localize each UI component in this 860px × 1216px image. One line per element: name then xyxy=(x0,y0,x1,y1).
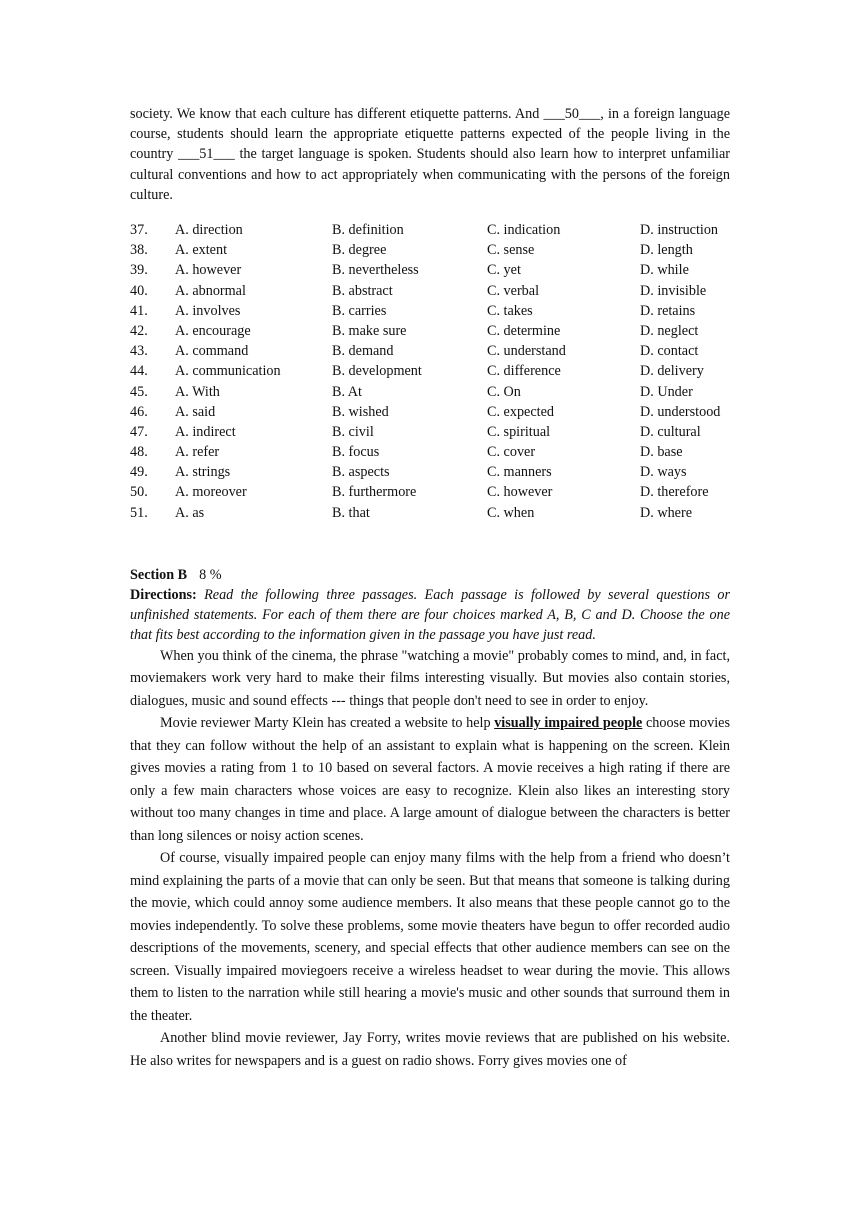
question-number: 50. xyxy=(130,484,148,501)
option-d: D. understood xyxy=(640,403,721,420)
option-c: C. yet xyxy=(487,262,521,279)
option-c: C. On xyxy=(487,383,521,400)
option-b: B. At xyxy=(332,383,362,400)
option-d: D. Under xyxy=(640,383,693,400)
option-row xyxy=(130,341,730,361)
option-d: D. ways xyxy=(640,464,687,481)
option-a: A. command xyxy=(175,343,249,360)
option-c: C. difference xyxy=(487,363,561,380)
option-row xyxy=(130,220,730,240)
intro-paragraph: society. We know that each culture has different etiquette patterns. And ___50___, in a foreign language course, students should learn the appropriate etiquette patterns expected of the people living in the country ___51___ the target language is spoken. Students should also learn how to interpret unfamiliar cultural conventions and how to act appropriately when communicating with the persons of the foreign culture. xyxy=(130,106,730,203)
option-b: B. definition xyxy=(332,222,404,239)
option-c: C. takes xyxy=(487,302,533,319)
passage-p2-start: Movie reviewer Marty Klein has created a website to help xyxy=(160,715,495,732)
question-number: 41. xyxy=(130,302,148,319)
option-b: B. civil xyxy=(332,423,374,440)
option-b: B. nevertheless xyxy=(332,262,419,279)
option-a: A. however xyxy=(175,262,242,279)
option-row xyxy=(130,321,730,341)
option-c: C. indication xyxy=(487,222,561,239)
option-row xyxy=(130,442,730,462)
option-c: C. determine xyxy=(487,322,561,339)
option-c: C. spiritual xyxy=(487,423,551,440)
option-b: B. make sure xyxy=(332,322,407,339)
option-c: C. manners xyxy=(487,464,552,481)
option-row xyxy=(130,422,730,442)
option-d: D. length xyxy=(640,242,693,259)
question-number: 44. xyxy=(130,363,148,380)
passage-paragraph-1: When you think of the cinema, the phrase "watching a movie" probably comes to mind, and, in fact, moviemakers work very hard to make their films interesting visually. But movies also contain stories, dialogues, music and sound effects --- things that people don't need to see in order to enjoy. xyxy=(130,647,730,709)
option-row xyxy=(130,240,730,260)
question-number: 40. xyxy=(130,282,148,299)
option-b: B. abstract xyxy=(332,282,393,299)
passage-p2-rest: choose movies that they can follow without the help of an assistant to explain what is happening on the screen. Klein gives movies a rating from 1 to 10 based on several factors. A movie receives a high rating if there are only a few main characters whose voices are easy to recognize. Klein also likes an interesting story without too many changes in time and place. A large amount of dialogue between the characters is better than long silences or noisy action scenes. xyxy=(130,715,730,844)
option-c: C. cover xyxy=(487,444,536,461)
option-a: A. moreover xyxy=(175,484,247,501)
option-row xyxy=(130,361,730,381)
section-b-percent: 8 % xyxy=(199,566,222,583)
option-b: B. development xyxy=(332,363,422,380)
question-number: 48. xyxy=(130,444,148,461)
directions-label: Directions: xyxy=(130,586,197,603)
option-b: B. degree xyxy=(332,242,387,259)
option-d: D. invisible xyxy=(640,282,707,299)
option-d: D. retains xyxy=(640,302,696,319)
option-row xyxy=(130,402,730,422)
question-number: 42. xyxy=(130,322,148,339)
option-c: C. when xyxy=(487,504,535,521)
option-a: A. indirect xyxy=(175,423,236,440)
option-row xyxy=(130,482,730,502)
option-b: B. carries xyxy=(332,302,387,319)
directions xyxy=(130,585,730,645)
question-number: 46. xyxy=(130,403,148,420)
option-row xyxy=(130,260,730,280)
option-b: B. demand xyxy=(332,343,394,360)
question-number: 39. xyxy=(130,262,148,279)
passage-paragraph-4: Another blind movie reviewer, Jay Forry, writes movie reviews that are published on his website. He also writes for newspapers and is a guest on radio shows. Forry gives movies one of xyxy=(130,1030,730,1069)
question-number: 38. xyxy=(130,242,148,259)
options-list xyxy=(130,220,730,523)
passage-paragraph-3: Of course, visually impaired people can enjoy many films with the help from a friend who doesn’t mind explaining the parts of a movie that can only be seen. But that means that someone is talking during the movie, which could annoy some audience members. It also means that these people cannot go to the movies independently. To solve these problems, some movie theaters have begun to offer recorded audio descriptions of the movements, scenery, and special effects that other audience members can see on the screen. Visually impaired moviegoers receive a wireless headset to wear during the movie. This allows them to listen to the narration while still hearing a movie's music and other sounds that surround them in the theater. xyxy=(130,850,730,1024)
option-a: A. direction xyxy=(175,222,243,239)
question-number: 43. xyxy=(130,343,148,360)
option-d: D. therefore xyxy=(640,484,709,501)
option-a: A. extent xyxy=(175,242,228,259)
option-c: C. sense xyxy=(487,242,535,259)
option-a: A. With xyxy=(175,383,220,400)
option-c: C. understand xyxy=(487,343,566,360)
question-number: 45. xyxy=(130,383,148,400)
section-b-title: Section B xyxy=(130,566,188,583)
passage-paragraph-2 xyxy=(130,712,730,847)
option-b: B. that xyxy=(332,504,370,521)
question-number: 37. xyxy=(130,222,148,239)
highlighted-phrase: visually impaired people xyxy=(494,715,643,732)
option-a: A. refer xyxy=(175,444,220,461)
question-number: 51. xyxy=(130,504,148,521)
option-b: B. wished xyxy=(332,403,389,420)
option-a: A. as xyxy=(175,504,205,521)
option-d: D. delivery xyxy=(640,363,704,380)
question-number: 49. xyxy=(130,464,148,481)
option-d: D. where xyxy=(640,504,692,521)
option-a: A. encourage xyxy=(175,322,251,339)
option-b: B. furthermore xyxy=(332,484,417,501)
option-d: D. cultural xyxy=(640,423,701,440)
option-d: D. while xyxy=(640,262,689,279)
option-row xyxy=(130,301,730,321)
option-row xyxy=(130,462,730,482)
question-number: 47. xyxy=(130,423,148,440)
option-a: A. involves xyxy=(175,302,241,319)
document-page xyxy=(130,104,730,1072)
option-d: D. instruction xyxy=(640,222,719,239)
option-a: A. communication xyxy=(175,363,281,380)
option-a: A. strings xyxy=(175,464,231,481)
section-b-heading xyxy=(130,565,730,585)
option-d: D. contact xyxy=(640,343,699,360)
option-row xyxy=(130,281,730,301)
option-row xyxy=(130,382,730,402)
option-a: A. said xyxy=(175,403,216,420)
directions-text: Read the following three passages. Each passage is followed by several questions or unfinished statements. For each of them there are four choices marked A, B, C and D. Choose the one that fits best according to the information given in the passage you have just read. xyxy=(130,586,731,643)
option-c: C. however xyxy=(487,484,553,501)
option-b: B. focus xyxy=(332,444,380,461)
option-row xyxy=(130,503,730,523)
option-c: C. verbal xyxy=(487,282,540,299)
option-c: C. expected xyxy=(487,403,554,420)
option-d: D. base xyxy=(640,444,683,461)
option-a: A. abnormal xyxy=(175,282,246,299)
option-b: B. aspects xyxy=(332,464,390,481)
option-d: D. neglect xyxy=(640,322,699,339)
